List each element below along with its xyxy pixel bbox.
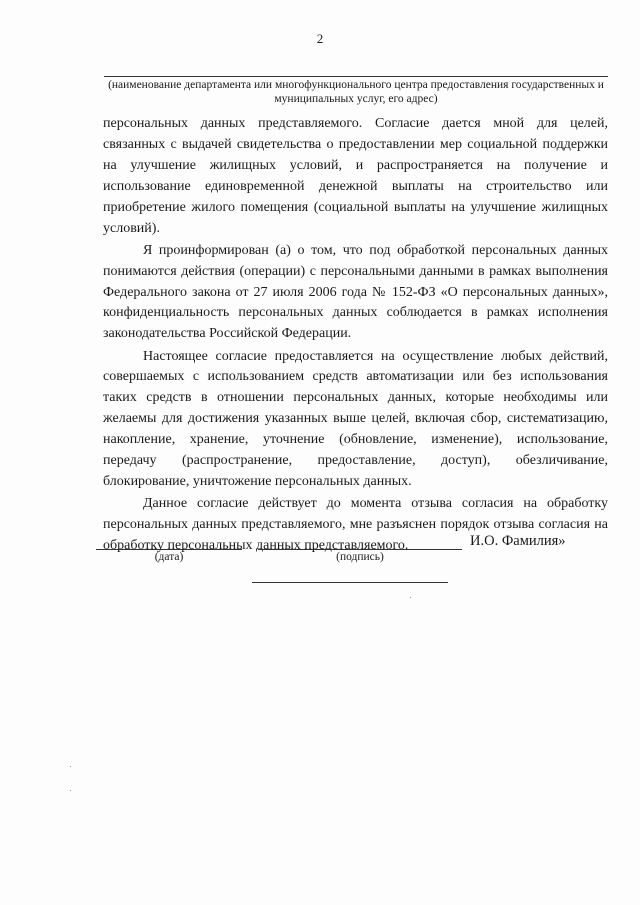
page-number: 2 (316, 31, 324, 46)
extra-signature-line (252, 582, 448, 583)
scan-speck (70, 766, 71, 767)
header-caption: (наименование департамента или многофункционального центра предоставления государственных и муниципальных услуг, его адрес) (108, 79, 604, 105)
paragraph-validity: Данное согласие действует до момента отзыва согласия на обработку персональных данных представляемого, мне разъяснен порядок отзыва согласия на обработку персональных данных представляемого. (103, 496, 608, 554)
header-underline (104, 76, 608, 77)
signature-caption: (подпись) (336, 551, 384, 563)
paragraph-informed: Я проинформирован (а) о том, что под обработкой персональных данных понимаются действия (операции) с персональными данными в рамках выполнения Федерального закона от 27 июля 2006 года № 152-ФЗ «О персональных данных», конфиденциальность персональных данных соблюдается в рамках исполнения законодательства Российской Федерации. (103, 242, 608, 342)
signature-line (258, 549, 462, 550)
paragraph-actions: Настоящее согласие предоставляется на осуществление любых действий, совершаемых с использованием средств автоматизации или без использования таких средств в отношении персональных данных, которые необходимы или желаемы для достижения указанных выше целей, включая сбор, систематизацию, накопление, хранение, уточнение (обновление, изменение), использование, передачу (распространение, предоставление, доступ), обезличивание, блокирование, уничтожение персональных данных. (103, 348, 608, 489)
scan-speck (410, 597, 411, 598)
date-line (96, 549, 242, 550)
signatory-name: И.О. Фамилия» (470, 533, 566, 549)
paragraph-purpose: персональных данных представляемого. Согласие дается мной для целей, связанных с выдачей свидетельства о предоставлении мер социальной поддержки на улучшение жилищных условий, и распространяется на получение и использование единовременной денежной выплаты на строительство или приобретение жилого помещения (социальной выплаты на улучшение жилищных условий). (103, 116, 608, 236)
scan-speck (70, 790, 71, 791)
date-caption: (дата) (154, 551, 184, 563)
document-body (103, 114, 608, 558)
